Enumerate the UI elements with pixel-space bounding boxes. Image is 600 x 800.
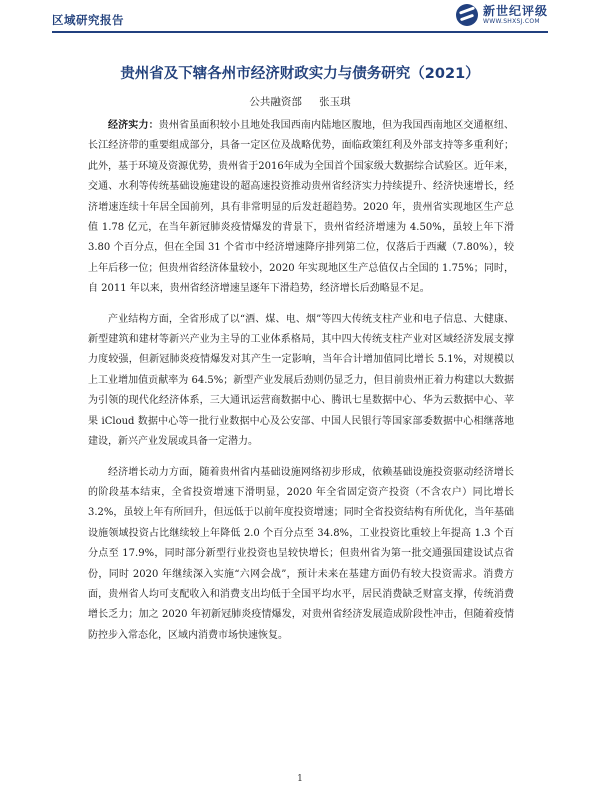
department-name: 公共融资部 <box>249 96 302 108</box>
report-section-label: 区域研究报告 <box>52 13 124 27</box>
paragraph-industrial-structure <box>88 310 514 453</box>
paragraph-economic-strength <box>88 116 514 300</box>
byline <box>0 94 600 109</box>
page-header <box>52 0 548 32</box>
paragraph-lead: 经济实力： <box>108 120 159 131</box>
author-name: 张玉琪 <box>319 96 351 108</box>
logo-url: WWW.SHXSJ.COM <box>482 18 540 25</box>
paragraph-text: 贵州省虽面积较小且地处我国西南内陆地区腹地，但为我国西南地区交通枢纽、长江经济带的重要组成部分，具备一定区位及战略优势，面临政策红利及外部支持等多重利好；此外，基于环境及资源优势，贵州省于2016年成为全国首个国家级大数据综合试验区。近年来，交通、水利等传统基础设施建设的超高速投资推动贵州省经济实力持续提升、经济快速增长，经济增速连续十年居全国前列，具有非常明显的后发赶超趋势。2020 年，贵州省实现地区生产总值 1.78 亿元，在当年新冠肺炎疫情爆发的背景下，贵州省经济增速为 4.50%，虽较上年下滑 3.80 个百分点，但在全国 31 个省市中经济增速降序排列第二位，仅落后于西藏（7.80%），较上年后移一位；但贵州省经济体量较小，2020 年实现地区生产总值仅占全国的 1.75%；同时，自 2011 年以来，贵州省经济增速呈逐年下滑趋势，经济增长后劲略显不足。 <box>88 120 515 295</box>
logo-emblem-icon <box>456 4 478 26</box>
paragraph-text: 经济增长动力方面，随着贵州省内基础设施网络初步形成，依赖基础设施投资驱动经济增长的阶段基本结束，全省投资增速下滑明显，2020 年全省固定资产投资（不含农户）同比增长 3.2%，虽较上年有所回升，但远低于以前年度投资增速；同时全省投资结构有所优化，当年基础设施领域投资占比继续较上年降低 2.0 个百分点至 34.8%，工业投资比重较上年提高 1.3 个百分点至 17.9%，同时部分新型行业投资也呈较快增长；但贵州省为第一批交通强国建设试点省份，同时 2020 年继续深入实施“六网会战”，预计未来在基建方面仍有较大投资需求。消费方面，贵州省人均可支配收入和消费支出均低于全国平均水平，居民消费缺乏财富支撑，传统消费增长乏力；加之 2020 年初新冠肺炎疫情爆发，对贵州省经济发展造成阶段性冲击，但随着疫情防控步入常态化，区域内消费市场快速恢复。 <box>88 466 514 641</box>
paragraph-text: 产业结构方面，全省形成了以“酒、煤、电、烟”等四大传统支柱产业和电子信息、大健康、新型建筑和建材等新兴产业为主导的工业体系格局，其中四大传统支柱产业对区域经济发展支撑力度较强，但新冠肺炎疫情爆发对其产生一定影响，当年合计增加值同比增长 5.1%，对规模以上工业增加值贡献率为 64.5%；新型产业发展后劲则仍显乏力，但目前贵州正着力构建以大数据为引领的现代化经济体系，三大通讯运营商数据中心、腾讯七星数据中心、华为云数据中心、苹果 iCloud 数据中心等一批行业数据中心及公安部、中国人民银行等国家部委数据中心相继落地建设，新兴产业发展或具备一定潜力。 <box>88 313 514 448</box>
paragraph-growth-drivers <box>88 463 514 647</box>
logo-name: 新世纪评级 <box>482 4 548 18</box>
company-logo <box>456 1 548 29</box>
page-number: 1 <box>297 774 303 784</box>
header-divider <box>52 31 548 33</box>
document-title: 贵州省及下辖各州市经济财政实力与债务研究（2021） <box>120 66 480 82</box>
document-body <box>88 116 514 656</box>
